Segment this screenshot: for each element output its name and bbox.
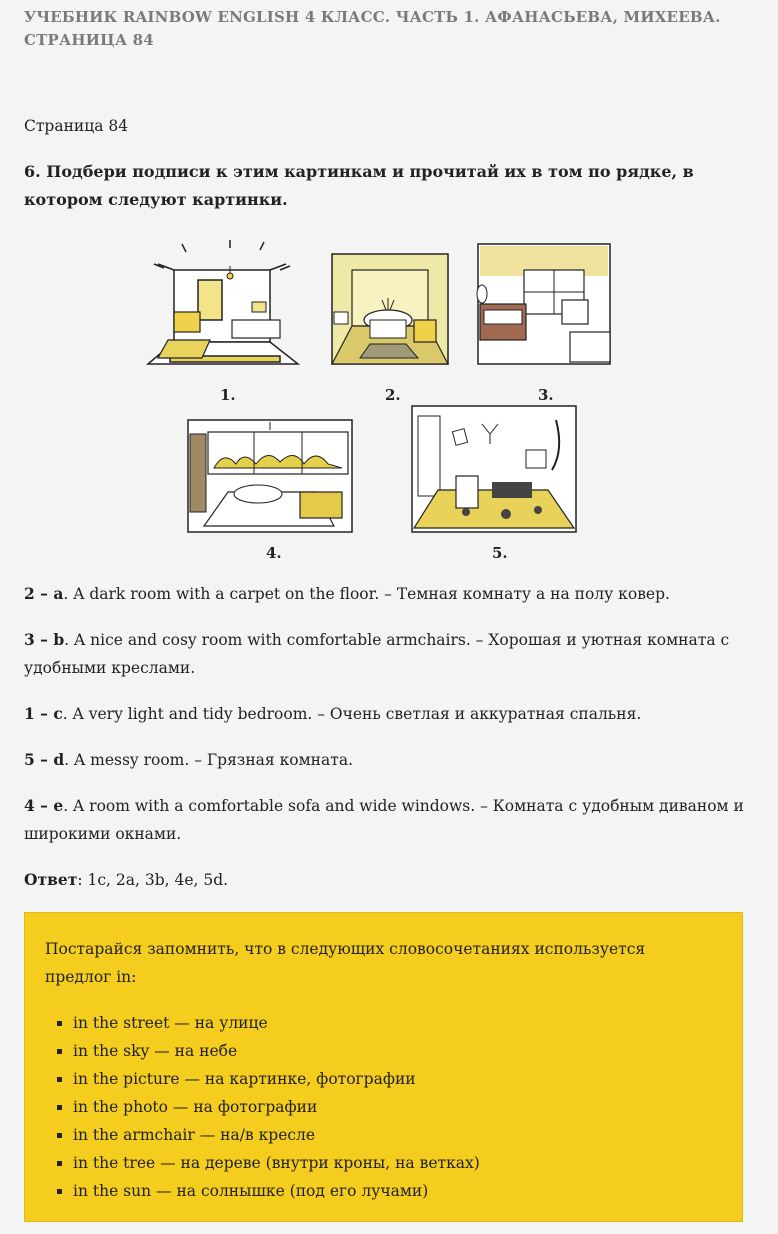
room-picture-4 [184, 414, 356, 538]
room-picture-5 [408, 402, 580, 538]
picture-caption-1: 1. [220, 386, 236, 404]
answer-key: 4 – e [24, 796, 64, 815]
note-list [45, 1009, 480, 1205]
answer-summary-text: : 1c, 2a, 3b, 4e, 5d. [77, 871, 229, 889]
page-subtitle: Страница 84 [24, 117, 129, 135]
picture-caption-4: 4. [266, 544, 282, 562]
list-item: in the tree — на дереве (внутри кроны, на ветках) [45, 1149, 480, 1177]
answer-item-a [24, 580, 754, 608]
picture-caption-2: 2. [385, 386, 401, 404]
answer-key: 1 – c [24, 704, 63, 723]
answer-summary [24, 866, 754, 894]
picture-caption-5: 5. [492, 544, 508, 562]
list-item: in the sun — на солнышке (под его лучами) [45, 1177, 480, 1205]
header-title-line2: СТРАНИЦА 84 [24, 31, 154, 49]
answer-text: . A dark room with a carpet on the floor. – Темная комнату а на полу ковер. [63, 585, 670, 603]
answer-key: 2 – a [24, 584, 64, 603]
answer-text: . A nice and cosy room with comfortable armchairs. – Хорошая и уютная комната с удобными креслами. [24, 631, 730, 677]
answer-key: 3 – b [24, 630, 65, 649]
answer-item-d [24, 746, 754, 774]
answer-key: 5 – d [24, 750, 65, 769]
room-picture-1 [140, 236, 300, 376]
list-item: in the armchair — на/в кресле [45, 1121, 480, 1149]
page-header [24, 6, 744, 52]
answer-text: . A messy room. – Грязная комната. [64, 751, 353, 769]
note-box [24, 912, 743, 1222]
note-intro: Постарайся запомнить, что в следующих словосочетаниях используется предлог in: [45, 940, 646, 986]
room-picture-2 [326, 250, 454, 370]
room-illustrations [140, 236, 620, 566]
room-picture-3 [474, 240, 614, 370]
answer-item-b [24, 626, 754, 682]
list-item: in the sky — на небе [45, 1037, 480, 1065]
answer-text: . A very light and tidy bedroom. – Очень светлая и аккуратная спальня. [62, 705, 642, 723]
answer-summary-label: Ответ [24, 870, 78, 889]
list-item: in the picture — на картинке, фотографии [45, 1065, 480, 1093]
task-heading: 6. Подбери подписи к этим картинкам и прочитай их в том по рядке, в котором следуют картинки. [24, 162, 694, 209]
list-item: in the street — на улице [45, 1009, 480, 1037]
answer-item-e [24, 792, 754, 848]
picture-caption-3: 3. [538, 386, 554, 404]
header-title-line1: УЧЕБНИК RAINBOW ENGLISH 4 КЛАСС. ЧАСТЬ 1. АФАНАСЬЕВА, МИХЕЕВА. [24, 8, 721, 26]
answer-item-c [24, 700, 754, 728]
list-item: in the photo — на фотографии [45, 1093, 480, 1121]
answer-text: . A room with a comfortable sofa and wide windows. – Комната с удобным диваном и широкими окнами. [24, 797, 744, 843]
